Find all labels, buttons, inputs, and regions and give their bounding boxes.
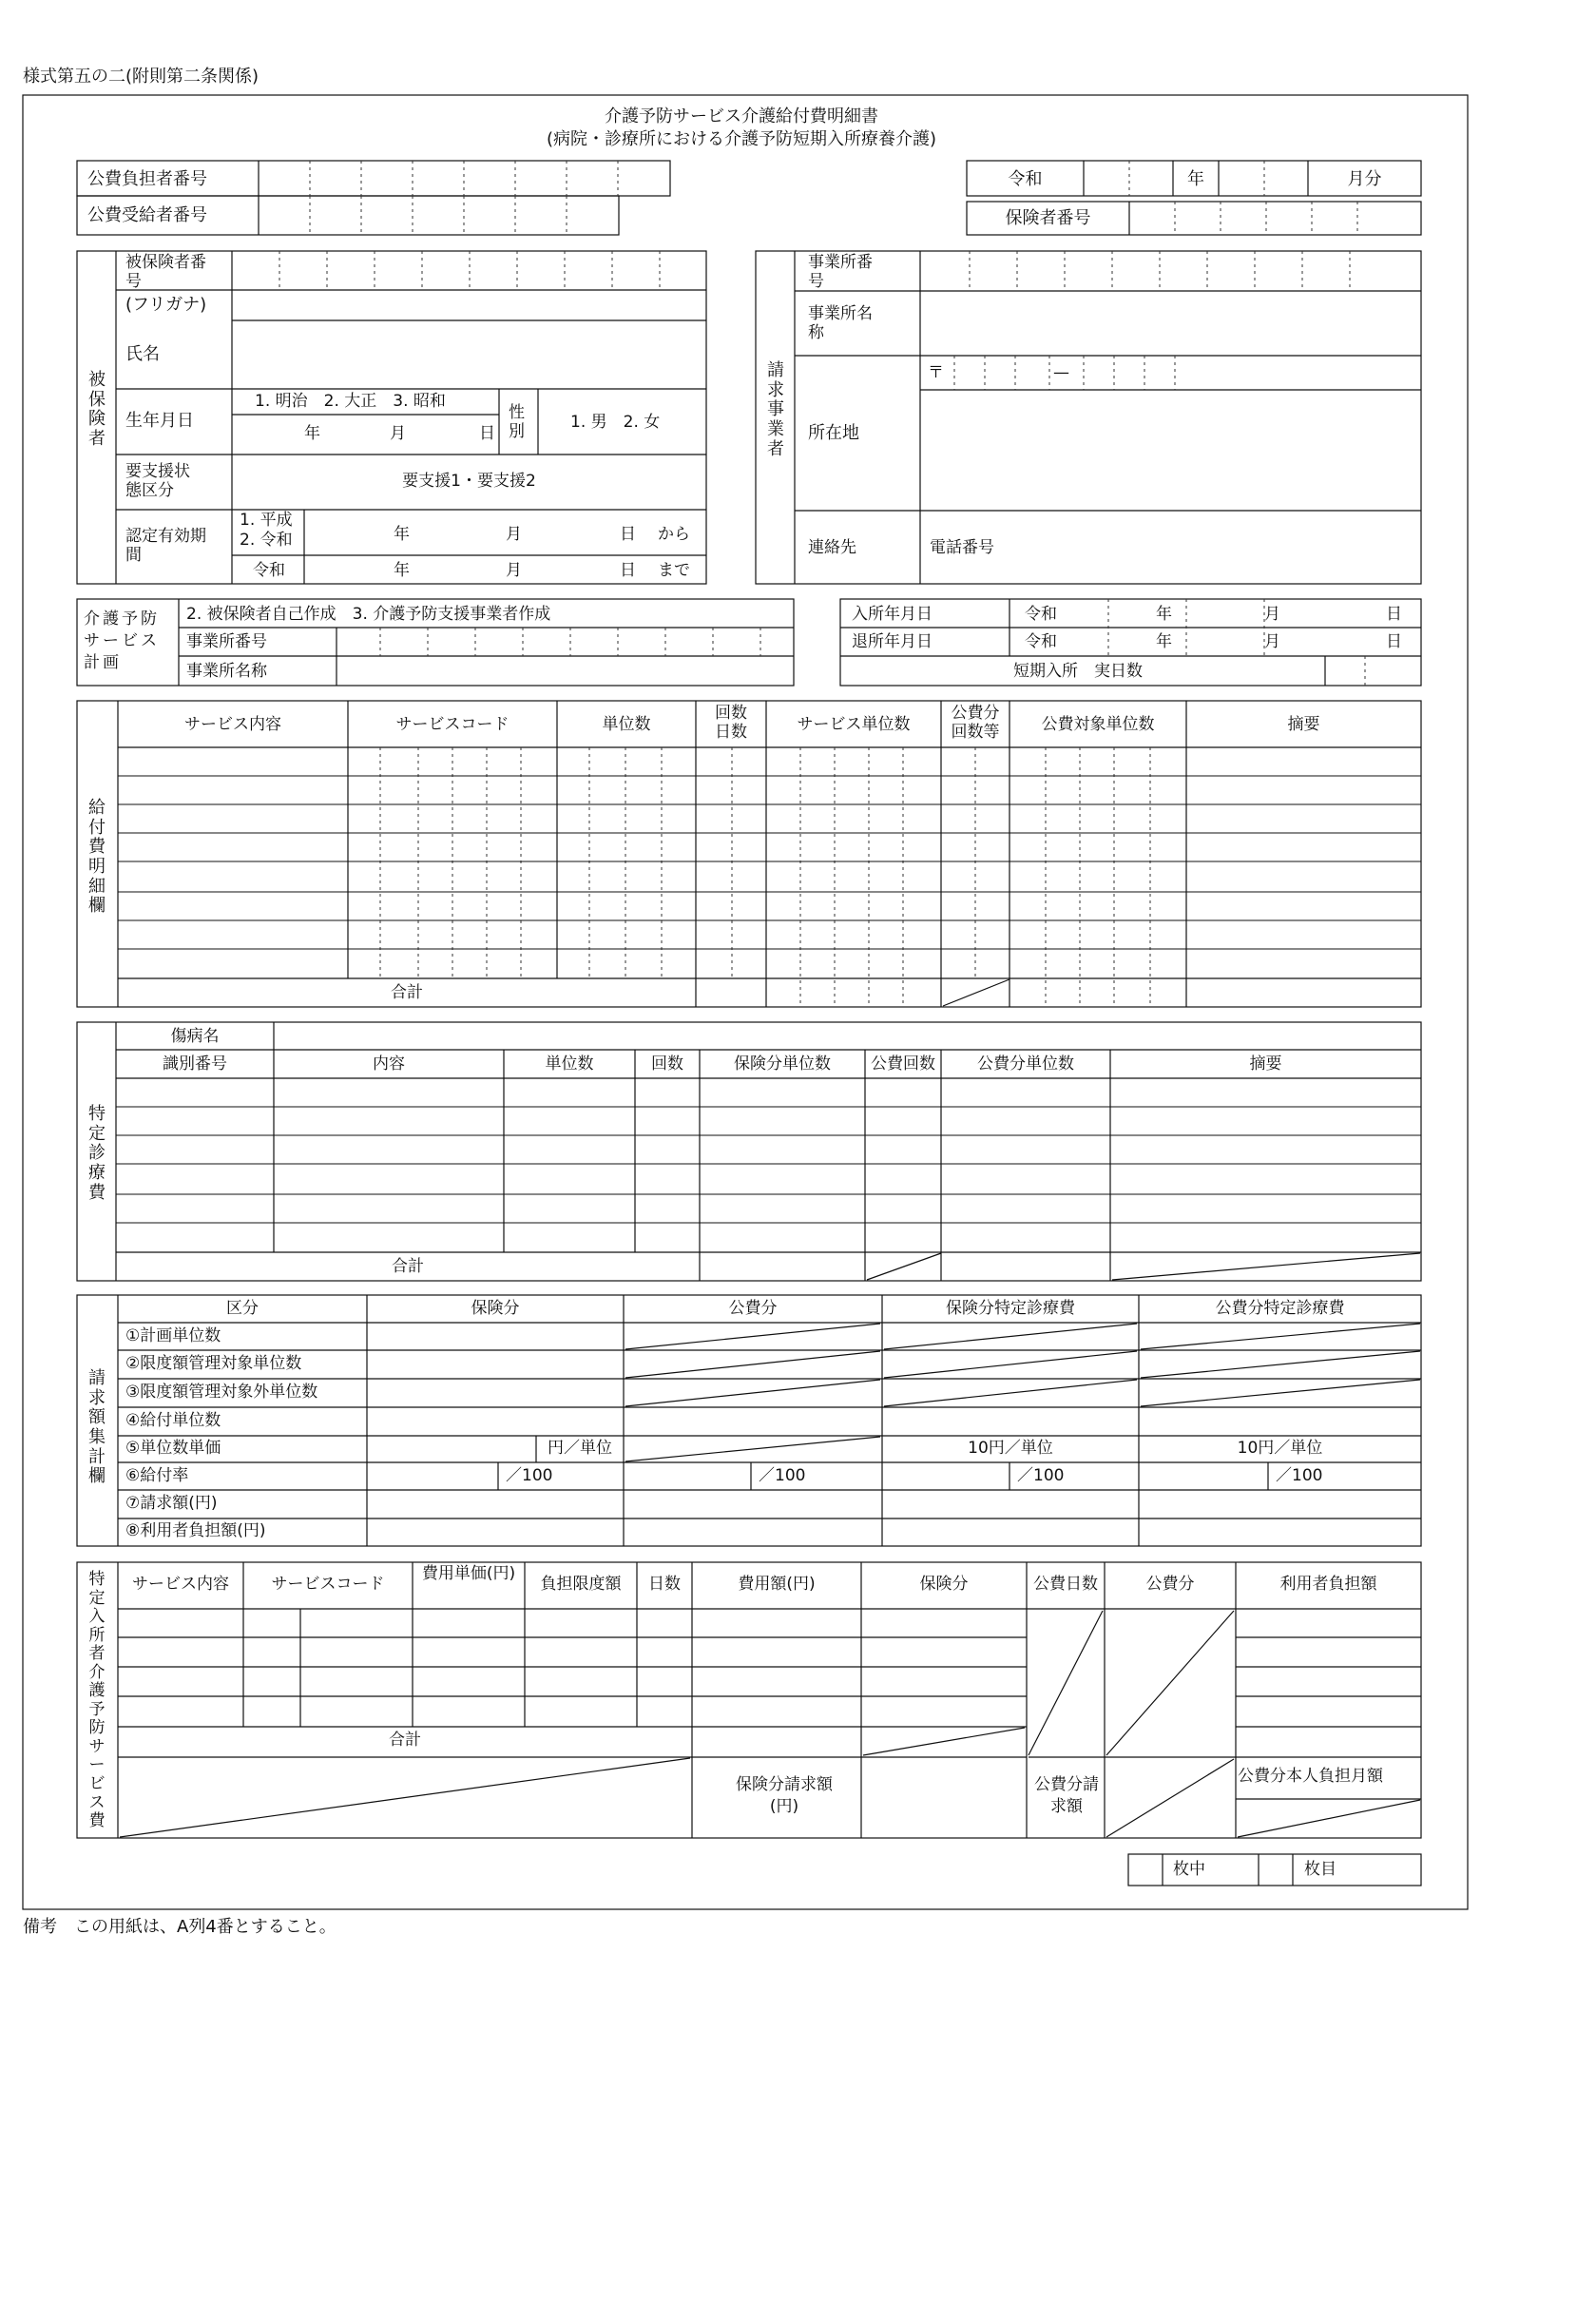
name-label: 氏名 xyxy=(125,344,160,364)
admit-era: 令和 xyxy=(1025,605,1057,624)
sheets-total: 枚中 xyxy=(1173,1860,1205,1879)
stay-days-label: 短期入所 実日数 xyxy=(1013,662,1143,681)
medical-section-label: 特定診療費 xyxy=(88,1104,106,1203)
medical-col-ins-units: 保険分単位数 xyxy=(734,1054,831,1074)
special-total-label: 合計 xyxy=(389,1731,421,1750)
special-col-insurance: 保険分 xyxy=(919,1575,969,1594)
year-label: 年 xyxy=(1187,169,1204,189)
plan-office-name-label: 事業所名称 xyxy=(186,662,267,681)
special-section-label: 特定入所者介護予防サービス費 xyxy=(88,1570,106,1831)
special-pub-claim: 公費分請求額 xyxy=(1034,1775,1099,1816)
benefit-col-count: 回数日数 xyxy=(715,704,747,743)
medical-total-label: 合計 xyxy=(392,1257,424,1276)
special-col-public: 公費分 xyxy=(1145,1575,1195,1594)
form-title: 介護予防サービス介護給付費明細書 xyxy=(605,106,878,126)
medical-col-count: 回数 xyxy=(651,1054,683,1074)
discharge-day: 日 xyxy=(1386,632,1402,651)
insured-number-label: 被保険者番号 xyxy=(125,253,206,292)
birth-label: 生年月日 xyxy=(125,411,194,431)
insurer-no-label: 保険者番号 xyxy=(1005,208,1091,228)
claim-col-ins-special: 保険分特定診療費 xyxy=(946,1299,1075,1318)
claim-col-public: 公費分 xyxy=(728,1299,778,1318)
special-col-service: サービス内容 xyxy=(132,1575,229,1594)
discharge-month: 月 xyxy=(1264,632,1280,651)
benefit-col-pub-units: 公費対象単位数 xyxy=(1041,715,1155,734)
care-level-options: 要支援1・要支援2 xyxy=(402,472,536,491)
rate-public: ／100 xyxy=(759,1466,806,1485)
rate-ins-special: ／100 xyxy=(1017,1466,1065,1485)
plan-office-no-label: 事業所番号 xyxy=(186,632,267,651)
validity-year-2: 年 xyxy=(394,561,410,580)
admit-year: 年 xyxy=(1156,605,1172,624)
claim-row-1: ①計画単位数 xyxy=(125,1326,221,1345)
provider-office-name-label: 事業所名称 xyxy=(808,304,873,343)
special-col-user-burden: 利用者負担額 xyxy=(1279,1575,1377,1594)
benefit-col-service-units: サービス単位数 xyxy=(797,715,911,734)
provider-office-no-label: 事業所番号 xyxy=(808,253,873,292)
recipient-no-label: 公費受給者番号 xyxy=(87,205,207,225)
claim-row-2: ②限度額管理対象単位数 xyxy=(125,1354,302,1373)
validity-era-2: 令和 xyxy=(253,561,285,580)
birth-year-unit: 年 xyxy=(304,424,320,443)
benefit-col-service: サービス内容 xyxy=(184,715,281,734)
form-subtitle: (病院・診療所における介護予防短期入所療養介護) xyxy=(546,129,937,149)
contact-label: 連絡先 xyxy=(808,538,856,557)
phone-label: 電話番号 xyxy=(930,538,994,557)
medical-col-pub-units: 公費分単位数 xyxy=(977,1054,1074,1074)
validity-from: から xyxy=(658,525,690,544)
form-id: 様式第五の二(附則第二条関係) xyxy=(23,67,260,87)
sheet-number: 枚目 xyxy=(1304,1860,1336,1879)
remarks-note: 備考 この用紙は、A列4番とすること。 xyxy=(23,1917,337,1937)
care-level-label: 要支援状態区分 xyxy=(125,462,190,501)
rate-insurance: ／100 xyxy=(506,1466,553,1485)
era-label: 令和 xyxy=(1008,169,1043,189)
medical-col-id: 識別番号 xyxy=(163,1054,227,1074)
validity-month-1: 月 xyxy=(506,525,522,544)
claim-row-6: ⑥給付率 xyxy=(125,1466,189,1485)
medical-col-units: 単位数 xyxy=(545,1054,594,1074)
address-label: 所在地 xyxy=(808,423,859,443)
birth-eras: 1. 明治 2. 大正 3. 昭和 xyxy=(255,392,446,411)
benefit-section-label: 給付費明細欄 xyxy=(88,798,106,917)
claim-section-label: 請求額集計欄 xyxy=(88,1368,106,1487)
validity-day-2: 日 xyxy=(620,561,636,580)
admit-month: 月 xyxy=(1264,605,1280,624)
plan-label: 介護予防サービス計画 xyxy=(84,609,160,672)
benefit-col-summary: 摘要 xyxy=(1287,715,1320,734)
sex-options: 1. 男 2. 女 xyxy=(570,413,661,432)
rate-pub-special: ／100 xyxy=(1276,1466,1323,1485)
benefit-col-pub-count: 公費分回数等 xyxy=(951,704,1000,743)
special-col-pub-days: 公費日数 xyxy=(1033,1575,1098,1594)
validity-eras: 1. 平成 2. 令和 xyxy=(240,511,293,551)
benefit-total-label: 合計 xyxy=(391,983,423,1002)
unit-price-pub-special: 10円／単位 xyxy=(1237,1439,1323,1458)
birth-day-unit: 日 xyxy=(479,424,495,443)
furigana-label: (フリガナ) xyxy=(125,295,207,315)
birth-month-unit: 月 xyxy=(390,424,406,443)
special-col-code: サービスコード xyxy=(271,1575,385,1594)
claim-col-kubun: 区分 xyxy=(226,1299,259,1318)
sex-label: 性別 xyxy=(509,403,525,442)
discharge-label: 退所年月日 xyxy=(852,632,933,651)
benefit-col-units: 単位数 xyxy=(602,715,651,734)
payer-no-label: 公費負担者番号 xyxy=(87,169,207,189)
validity-year-1: 年 xyxy=(394,525,410,544)
validity-label: 認定有効期間 xyxy=(125,527,206,566)
claim-col-insurance: 保険分 xyxy=(471,1299,520,1318)
medical-col-pub-count: 公費回数 xyxy=(871,1054,935,1074)
benefit-col-code: サービスコード xyxy=(395,715,510,734)
special-col-limit: 負担限度額 xyxy=(540,1575,622,1594)
claim-row-5: ⑤単位数単価 xyxy=(125,1439,221,1458)
plan-creator: 2. 被保険者自己作成 3. 介護予防支援事業者作成 xyxy=(186,605,551,624)
admit-day: 日 xyxy=(1386,605,1402,624)
medical-col-content: 内容 xyxy=(373,1054,405,1074)
admit-label: 入所年月日 xyxy=(852,605,933,624)
disease-label: 傷病名 xyxy=(170,1027,220,1046)
claim-row-7: ⑦請求額(円) xyxy=(125,1494,218,1513)
discharge-era: 令和 xyxy=(1025,632,1057,651)
unit-price-yen: 円／単位 xyxy=(548,1439,612,1458)
claim-col-pub-special: 公費分特定診療費 xyxy=(1215,1299,1345,1318)
special-col-cost: 費用額(円) xyxy=(738,1575,816,1594)
postal-mark: 〒 xyxy=(928,363,944,382)
medical-col-summary: 摘要 xyxy=(1249,1054,1282,1074)
validity-day-1: 日 xyxy=(620,525,636,544)
special-col-days: 日数 xyxy=(648,1575,681,1594)
claim-row-3: ③限度額管理対象外単位数 xyxy=(125,1383,318,1402)
special-pub-self: 公費分本人負担月額 xyxy=(1238,1767,1383,1786)
unit-price-ins-special: 10円／単位 xyxy=(968,1439,1053,1458)
postal-dash: — xyxy=(1053,363,1069,382)
special-ins-claim: 保険分請求額(円) xyxy=(736,1775,833,1816)
provider-section-label: 請求事業者 xyxy=(767,360,784,459)
claim-row-8: ⑧利用者負担額(円) xyxy=(125,1521,266,1540)
special-col-unit-cost: 費用単価(円) xyxy=(421,1564,516,1583)
validity-to: まで xyxy=(658,561,690,580)
insured-section-label: 被保険者 xyxy=(88,370,106,450)
claim-row-4: ④給付単位数 xyxy=(125,1411,221,1430)
validity-month-2: 月 xyxy=(506,561,522,580)
month-label: 月分 xyxy=(1347,169,1382,189)
discharge-year: 年 xyxy=(1156,632,1172,651)
